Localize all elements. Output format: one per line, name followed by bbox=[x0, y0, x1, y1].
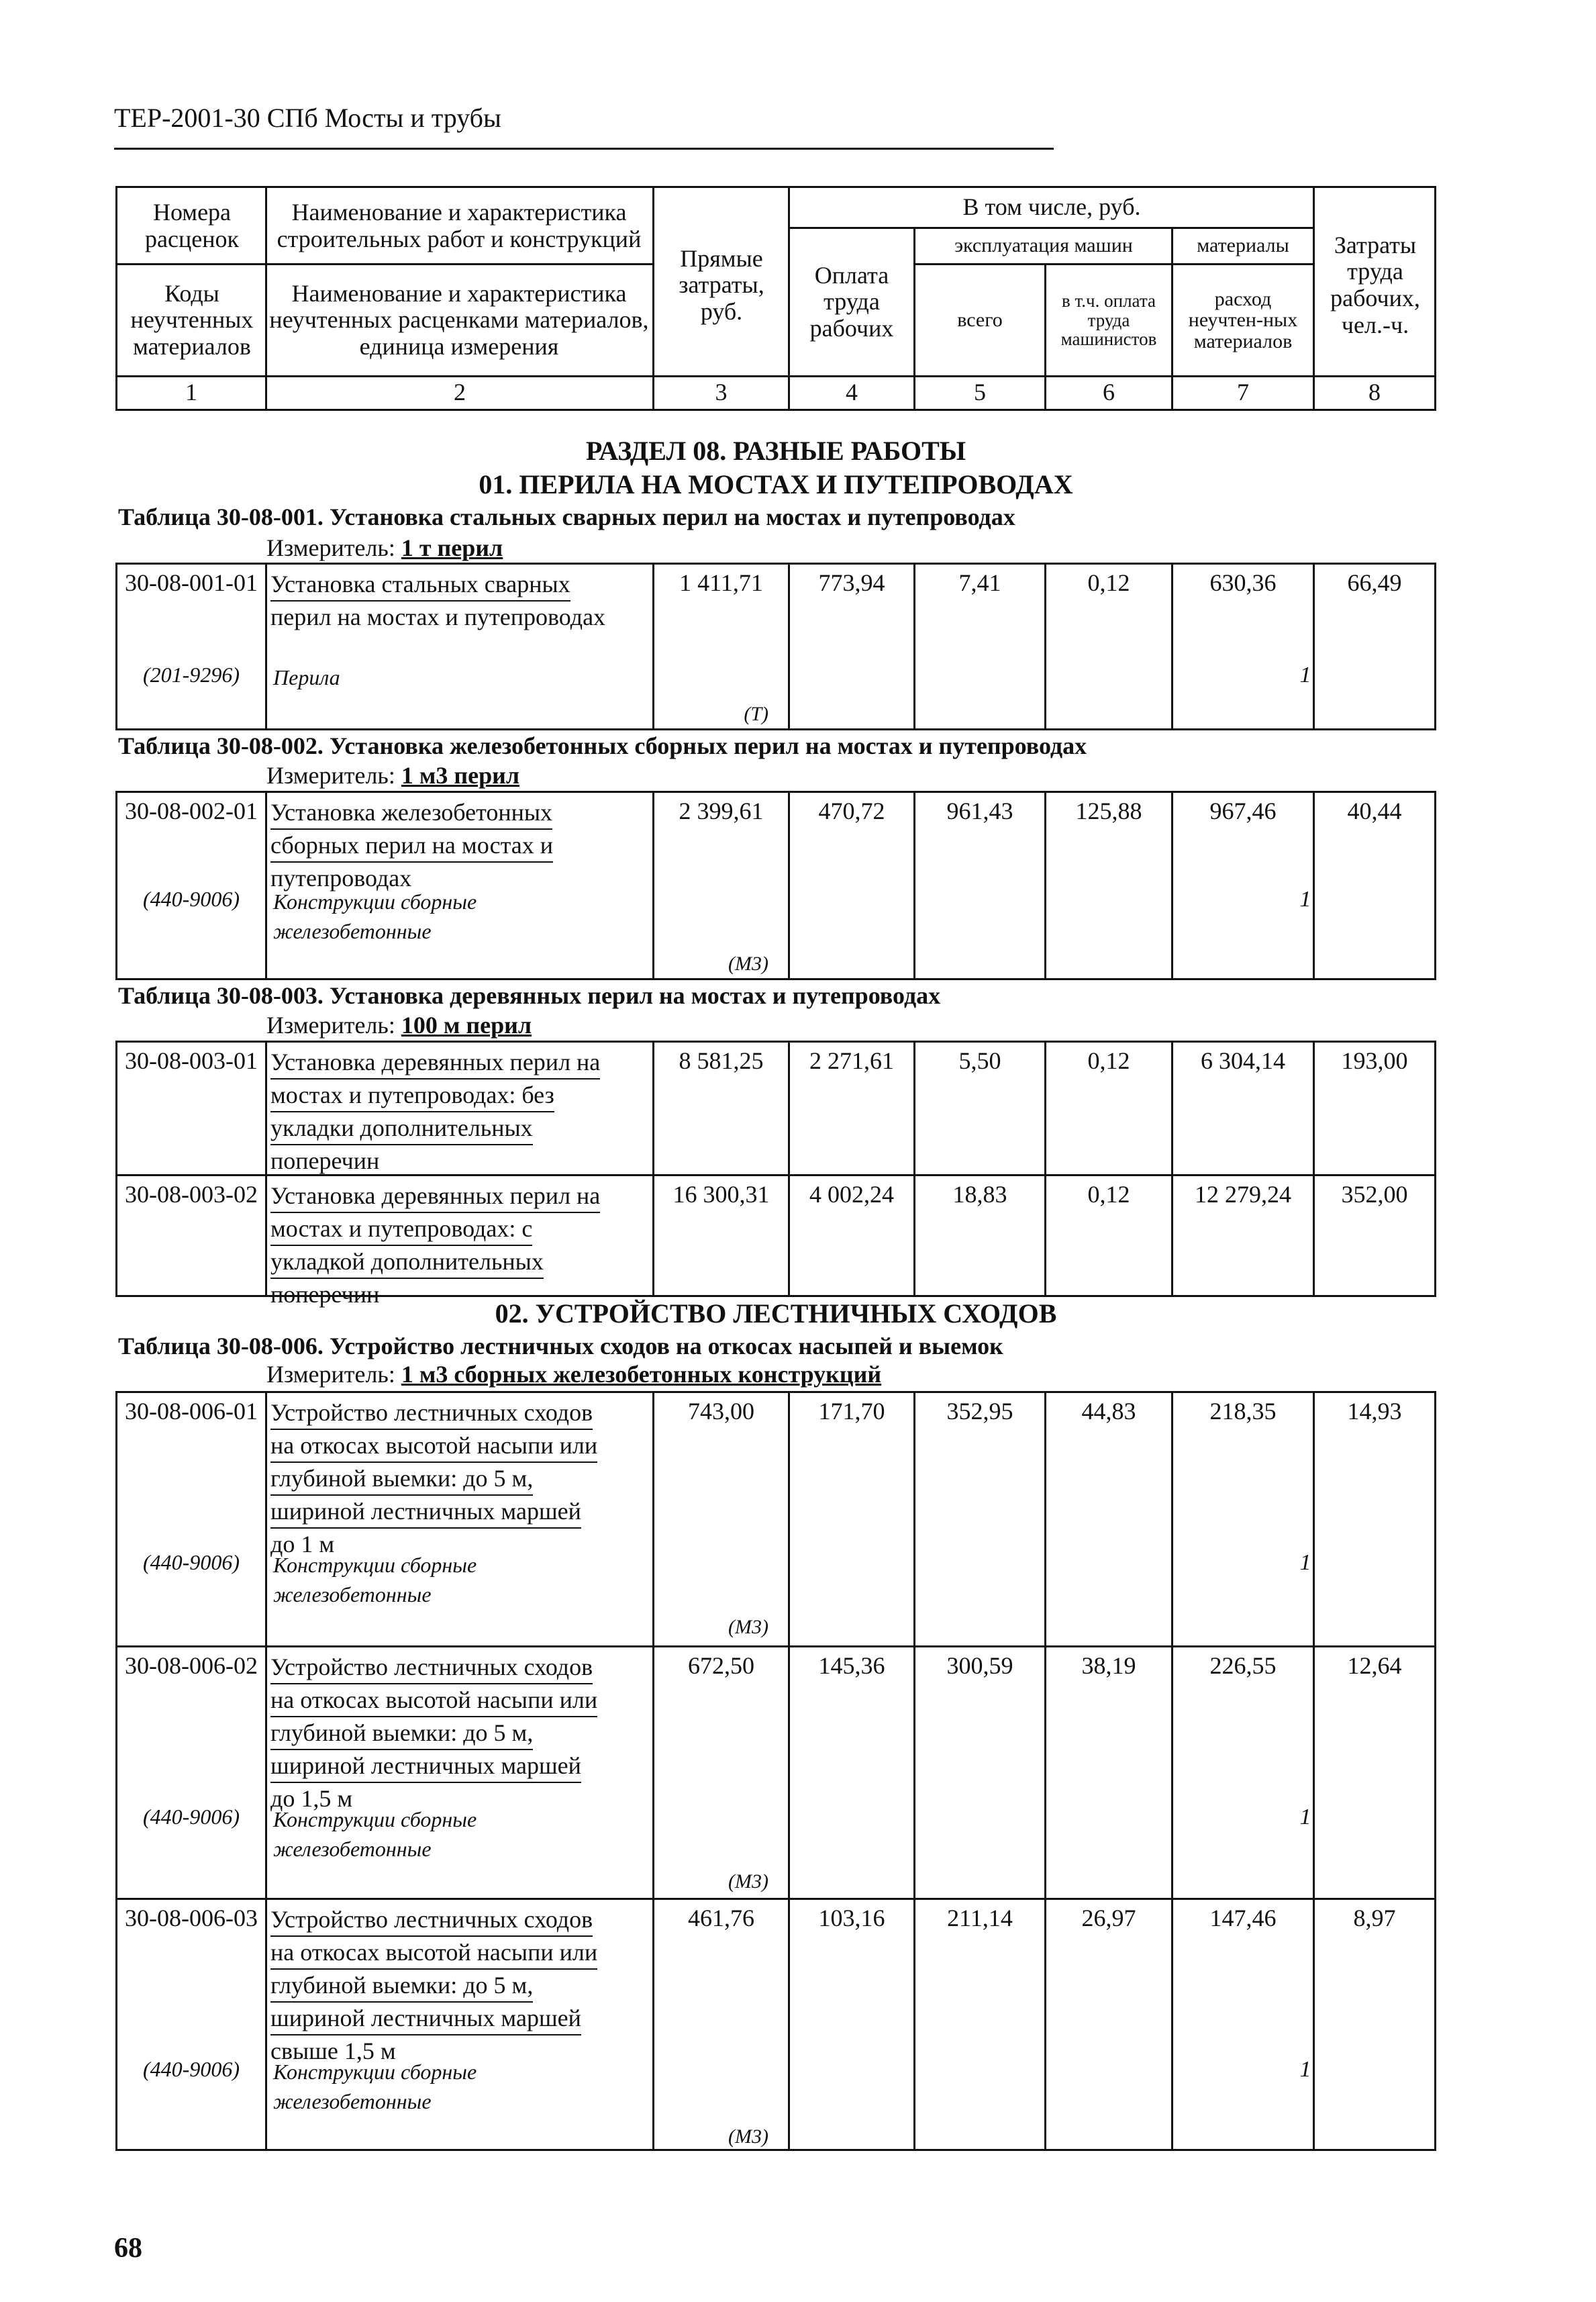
description-line: перил на мостах и путепроводах bbox=[270, 604, 606, 630]
description-line: на откосах высотой насыпи или bbox=[270, 1684, 597, 1717]
description-line: глубиной выемки: до 5 м, bbox=[270, 1463, 533, 1496]
header-cell-7: расход неучтен-ных материалов bbox=[1188, 287, 1298, 352]
value-v3: 1 411,71 bbox=[679, 569, 763, 596]
value-v6: 26,97 bbox=[1081, 1905, 1136, 1931]
rate-code: 30-08-006-03 bbox=[125, 1905, 258, 1931]
header-cell-1a: Номера расценок bbox=[145, 199, 239, 252]
value-v6: 125,88 bbox=[1075, 798, 1142, 824]
material-unit: (М3) bbox=[728, 953, 768, 975]
description-line: шириной лестничных маршей bbox=[270, 2003, 581, 2035]
material-quantity: 1 bbox=[1299, 663, 1311, 687]
value-v8: 12,64 bbox=[1347, 1652, 1402, 1679]
measure-line bbox=[266, 1360, 881, 1388]
header-cell-materials: материалы bbox=[1197, 234, 1289, 257]
title-underline bbox=[114, 148, 1054, 150]
material-quantity: 1 bbox=[1299, 2057, 1311, 2082]
measure-label: Измеритель: bbox=[266, 1012, 395, 1039]
description-line: Устройство лестничных сходов bbox=[270, 1651, 593, 1684]
description-line: до 1 м bbox=[270, 1531, 335, 1557]
measure-unit: 1 м3 перил bbox=[401, 762, 520, 789]
table-row bbox=[117, 1393, 1434, 1645]
description-line: поперечин bbox=[270, 1281, 380, 1308]
rate-code: 30-08-001-01 bbox=[125, 569, 258, 596]
table-row bbox=[117, 793, 1434, 982]
measure-unit: 1 т перил bbox=[401, 534, 503, 561]
measure-unit: 1 м3 сборных железобетонных конструкций bbox=[401, 1361, 882, 1388]
table-row bbox=[117, 565, 1434, 732]
value-v8: 40,44 bbox=[1347, 798, 1402, 824]
value-v4: 2 271,61 bbox=[809, 1047, 894, 1074]
value-v3: 8 581,25 bbox=[679, 1047, 764, 1074]
description-line: укладки дополнительных bbox=[270, 1112, 533, 1145]
material-code: (440-9006) bbox=[143, 1805, 240, 1829]
section-title: РАЗДЕЛ 08. РАЗНЫЕ РАБОТЫ bbox=[585, 436, 966, 466]
value-v3: 743,00 bbox=[688, 1398, 754, 1425]
description-line: мостах и путепроводах: с bbox=[270, 1213, 532, 1246]
table-caption: Таблица 30-08-001. Установка стальных сварных перил на мостах и путепроводах bbox=[118, 503, 1015, 530]
rate-code: 30-08-006-01 bbox=[125, 1398, 258, 1425]
table-row bbox=[117, 1043, 1434, 1174]
material-unit: (М3) bbox=[728, 2125, 768, 2148]
description-line: на откосах высотой насыпи или bbox=[270, 1937, 597, 1970]
material-unit: (М3) bbox=[728, 1870, 768, 1892]
value-v3: 672,50 bbox=[688, 1652, 754, 1679]
table-caption: Таблица 30-08-003. Установка деревянных перил на мостах и путепроводах bbox=[118, 982, 941, 1009]
header-cell-6: в т.ч. оплата труда машинистов bbox=[1060, 291, 1157, 350]
value-v8: 66,49 bbox=[1347, 569, 1402, 596]
subsection-title: 01. ПЕРИЛА НА МОСТАХ И ПУТЕПРОВОДАХ bbox=[479, 469, 1073, 499]
header-divider bbox=[788, 227, 1313, 229]
material-unit: (Т) bbox=[744, 703, 768, 725]
column-number: 4 bbox=[846, 379, 858, 406]
rate-code: 30-08-002-01 bbox=[125, 798, 258, 824]
value-v6: 0,12 bbox=[1087, 1181, 1130, 1208]
document-title: ТЕР-2001-30 СПб Мосты и трубы bbox=[114, 103, 501, 133]
value-v4: 4 002,24 bbox=[809, 1181, 894, 1208]
value-v5: 18,83 bbox=[952, 1181, 1007, 1208]
header-cell-4: Оплата труда рабочих bbox=[809, 261, 894, 342]
value-v7: 218,35 bbox=[1209, 1398, 1277, 1425]
header-cell-3: Прямые затраты, руб. bbox=[679, 244, 764, 325]
value-v5: 211,14 bbox=[947, 1905, 1013, 1931]
description-line: глубиной выемки: до 5 м, bbox=[270, 1717, 533, 1750]
measure-line bbox=[266, 1011, 532, 1039]
header-cell-2a: Наименование и характеристика строительных работ и конструкций bbox=[277, 199, 642, 252]
measure-unit: 100 м перил bbox=[401, 1012, 532, 1039]
value-v8: 14,93 bbox=[1347, 1398, 1402, 1425]
table-row bbox=[117, 1645, 1434, 1900]
value-v5: 352,95 bbox=[946, 1398, 1013, 1425]
description-line: свыше 1,5 м bbox=[270, 2037, 396, 2064]
material-code: (440-9006) bbox=[143, 1550, 240, 1574]
value-v5: 5,50 bbox=[958, 1047, 1001, 1074]
value-v8: 8,97 bbox=[1353, 1905, 1396, 1931]
column-number: 6 bbox=[1103, 379, 1115, 406]
material-name: Конструкции сборные железобетонные bbox=[273, 890, 477, 943]
header-cell-8: Затраты труда рабочих, чел.-ч. bbox=[1330, 231, 1420, 338]
material-quantity: 1 bbox=[1299, 887, 1311, 912]
rate-code: 30-08-003-01 bbox=[125, 1047, 258, 1074]
material-name: Перила bbox=[273, 665, 340, 689]
price-table bbox=[115, 791, 1436, 980]
rate-code: 30-08-003-02 bbox=[125, 1181, 258, 1208]
value-v4: 171,70 bbox=[818, 1398, 885, 1425]
description-line: на откосах высотой насыпи или bbox=[270, 1430, 597, 1463]
header-cell-1b: Коды неучтенных материалов bbox=[130, 279, 254, 360]
material-unit: (М3) bbox=[728, 1616, 768, 1638]
measure-line bbox=[266, 761, 519, 789]
value-v3: 16 300,31 bbox=[672, 1181, 770, 1208]
description-line: глубиной выемки: до 5 м, bbox=[270, 1970, 533, 2003]
header-cell-2b: Наименование и характеристика неучтенных расценками материалов, единица измерения bbox=[269, 279, 649, 360]
value-v3: 2 399,61 bbox=[679, 798, 764, 824]
value-v4: 145,36 bbox=[818, 1652, 885, 1679]
description-line: мостах и путепроводах: без bbox=[270, 1080, 554, 1112]
value-v4: 103,16 bbox=[818, 1905, 885, 1931]
table-caption: Таблица 30-08-006. Устройство лестничных сходов на откосах насыпей и выемок bbox=[118, 1333, 1003, 1359]
column-number: 5 bbox=[974, 379, 986, 406]
value-v6: 0,12 bbox=[1087, 1047, 1130, 1074]
material-code: (440-9006) bbox=[143, 2057, 240, 2081]
description-line: Устройство лестничных сходов bbox=[270, 1904, 593, 1937]
description-line: Установка стальных сварных bbox=[270, 569, 570, 602]
column-number: 3 bbox=[715, 379, 728, 406]
value-v5: 7,41 bbox=[958, 569, 1001, 596]
header-cell-machines: эксплуатация машин bbox=[954, 234, 1133, 257]
material-code: (440-9006) bbox=[143, 887, 240, 911]
measure-label: Измеритель: bbox=[266, 1361, 395, 1388]
price-table bbox=[115, 563, 1436, 730]
description-line: поперечин bbox=[270, 1147, 380, 1174]
table-caption: Таблица 30-08-002. Установка железобетонных сборных перил на мостах и путепроводах bbox=[118, 732, 1087, 759]
description-line: шириной лестничных маршей bbox=[270, 1750, 581, 1783]
rate-code: 30-08-006-02 bbox=[125, 1652, 258, 1679]
description-line: Установка железобетонных bbox=[270, 797, 552, 830]
value-v7: 967,46 bbox=[1209, 798, 1277, 824]
description-line: до 1,5 м bbox=[270, 1785, 353, 1812]
description-line: сборных перил на мостах и bbox=[270, 830, 553, 863]
value-v5: 300,59 bbox=[946, 1652, 1013, 1679]
value-v6: 44,83 bbox=[1081, 1398, 1136, 1425]
material-quantity: 1 bbox=[1299, 1805, 1311, 1829]
description-line: путепроводах bbox=[270, 865, 412, 892]
value-v8: 193,00 bbox=[1341, 1047, 1408, 1074]
value-v7: 226,55 bbox=[1209, 1652, 1277, 1679]
description-line: шириной лестничных маршей bbox=[270, 1496, 581, 1529]
price-table bbox=[115, 1041, 1436, 1308]
column-number: 7 bbox=[1237, 379, 1249, 406]
value-v6: 0,12 bbox=[1087, 569, 1130, 596]
measure-label: Измеритель: bbox=[266, 762, 395, 789]
column-number: 2 bbox=[454, 379, 466, 406]
material-name: Конструкции сборные железобетонные bbox=[273, 1807, 477, 1861]
page-number: 68 bbox=[114, 2233, 142, 2264]
value-v4: 470,72 bbox=[818, 798, 885, 824]
header-cell-5: всего bbox=[957, 309, 1003, 332]
price-table bbox=[115, 1391, 1436, 2151]
measure-line bbox=[266, 534, 503, 562]
header-cell-including: В том числе, руб. bbox=[962, 193, 1141, 221]
value-v6: 38,19 bbox=[1081, 1652, 1136, 1679]
value-v4: 773,94 bbox=[818, 569, 885, 596]
table-row bbox=[117, 1174, 1434, 1308]
value-v7: 630,36 bbox=[1209, 569, 1277, 596]
description-line: Установка деревянных перил на bbox=[270, 1180, 600, 1213]
material-code: (201-9296) bbox=[143, 663, 240, 687]
table-row bbox=[117, 1898, 1434, 2155]
header-divider bbox=[117, 263, 652, 265]
value-v7: 6 304,14 bbox=[1201, 1047, 1285, 1074]
material-name: Конструкции сборные железобетонные bbox=[273, 1553, 477, 1606]
measure-label: Измеритель: bbox=[266, 534, 395, 561]
value-v7: 12 279,24 bbox=[1195, 1181, 1291, 1208]
column-number: 1 bbox=[185, 379, 197, 406]
description-line: Устройство лестничных сходов bbox=[270, 1397, 593, 1430]
value-v8: 352,00 bbox=[1341, 1181, 1408, 1208]
material-quantity: 1 bbox=[1299, 1550, 1311, 1575]
column-number: 8 bbox=[1368, 379, 1381, 406]
material-name: Конструкции сборные железобетонные bbox=[273, 2060, 477, 2113]
value-v7: 147,46 bbox=[1209, 1905, 1277, 1931]
header-divider bbox=[913, 263, 1313, 265]
subsection-title: 02. УСТРОЙСТВО ЛЕСТНИЧНЫХ СХОДОВ bbox=[495, 1298, 1057, 1329]
description-line: укладкой дополнительных bbox=[270, 1246, 544, 1279]
column-header-table bbox=[115, 186, 1436, 411]
value-v3: 461,76 bbox=[688, 1905, 754, 1931]
value-v5: 961,43 bbox=[946, 798, 1013, 824]
description-line: Установка деревянных перил на bbox=[270, 1047, 600, 1080]
